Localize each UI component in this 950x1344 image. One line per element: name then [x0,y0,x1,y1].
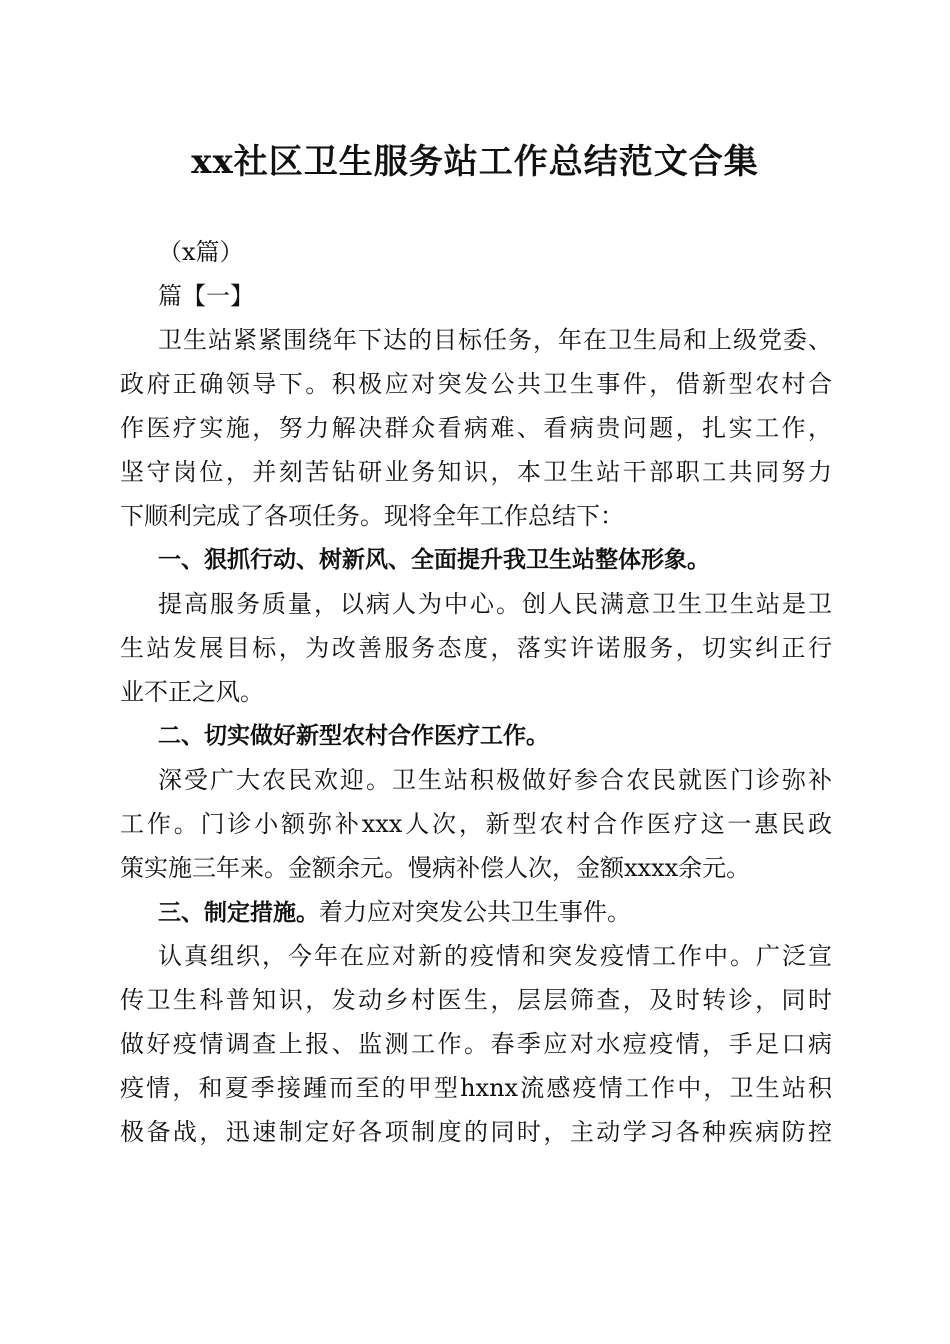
section-heading-3-bold: 三、制定措施。 [158,900,319,926]
intro-paragraph [120,318,832,538]
document-body [120,230,832,1154]
paragraph-line: 做好疫情调查上报、监测工作。春季应对水痘疫情，手足口病 [120,1030,832,1058]
paragraph-line: 极备战，迅速制定好各项制度的同时，主动学习各种疾病防控 [120,1118,832,1146]
document-title: xx社区卫生服务站工作总结范文合集 [191,142,759,182]
paragraph-line: 疫情，和夏季接踵而至的甲型hxnx流感疫情工作中，卫生站积 [120,1074,832,1102]
paragraph-line: 工作。门诊小额弥补xxx人次，新型农村合作医疗这一惠民政 [120,810,832,838]
paragraph-line: 策实施三年来。金额余元。慢病补偿人次，金额xxxx余元。 [120,854,751,882]
paragraph-line: 深受广大农民欢迎。卫生站积极做好参合农民就医门诊弥补 [158,766,832,794]
section-body-1 [120,582,832,714]
paragraph-line: 生站发展目标，为改善服务态度，落实许诺服务，切实纠正行 [120,634,832,662]
part-label: 篇【一】 [158,282,254,310]
paragraph-line: 政府正确领导下。积极应对突发公共卫生事件，借新型农村合 [120,370,832,398]
section-heading-1: 一、狠抓行动、树新风、全面提升我卫生站整体形象。 [158,547,710,573]
paragraph-line: 坚守岗位，并刻苦钻研业务知识，本卫生站干部职工共同努力 [120,458,832,486]
section-heading-2: 二、切实做好新型农村合作医疗工作。 [158,723,549,749]
paragraph-line: 传卫生科普知识，发动乡村医生，层层筛查，及时转诊，同时 [120,986,832,1014]
count-note: （x篇） [158,238,244,266]
paragraph-line: 业不正之风。 [120,678,264,706]
section-body-3 [120,934,832,1154]
paragraph-line: 卫生站紧紧围绕年下达的目标任务，年在卫生局和上级党委、 [158,326,832,354]
paragraph-line: 认真组织，今年在应对新的疫情和突发疫情工作中。广泛宣 [158,942,832,970]
paragraph-line: 作医疗实施，努力解决群众看病难、看病贵问题，扎实工作， [120,414,832,442]
paragraph-line: 提高服务质量，以病人为中心。创人民满意卫生卫生站是卫 [158,590,832,618]
section-body-2 [120,758,832,890]
section-heading-3-rest: 着力应对突发公共卫生事件。 [319,898,631,926]
paragraph-line: 下顺利完成了各项任务。现将全年工作总结下： [120,502,624,530]
section-heading-3 [120,890,832,934]
